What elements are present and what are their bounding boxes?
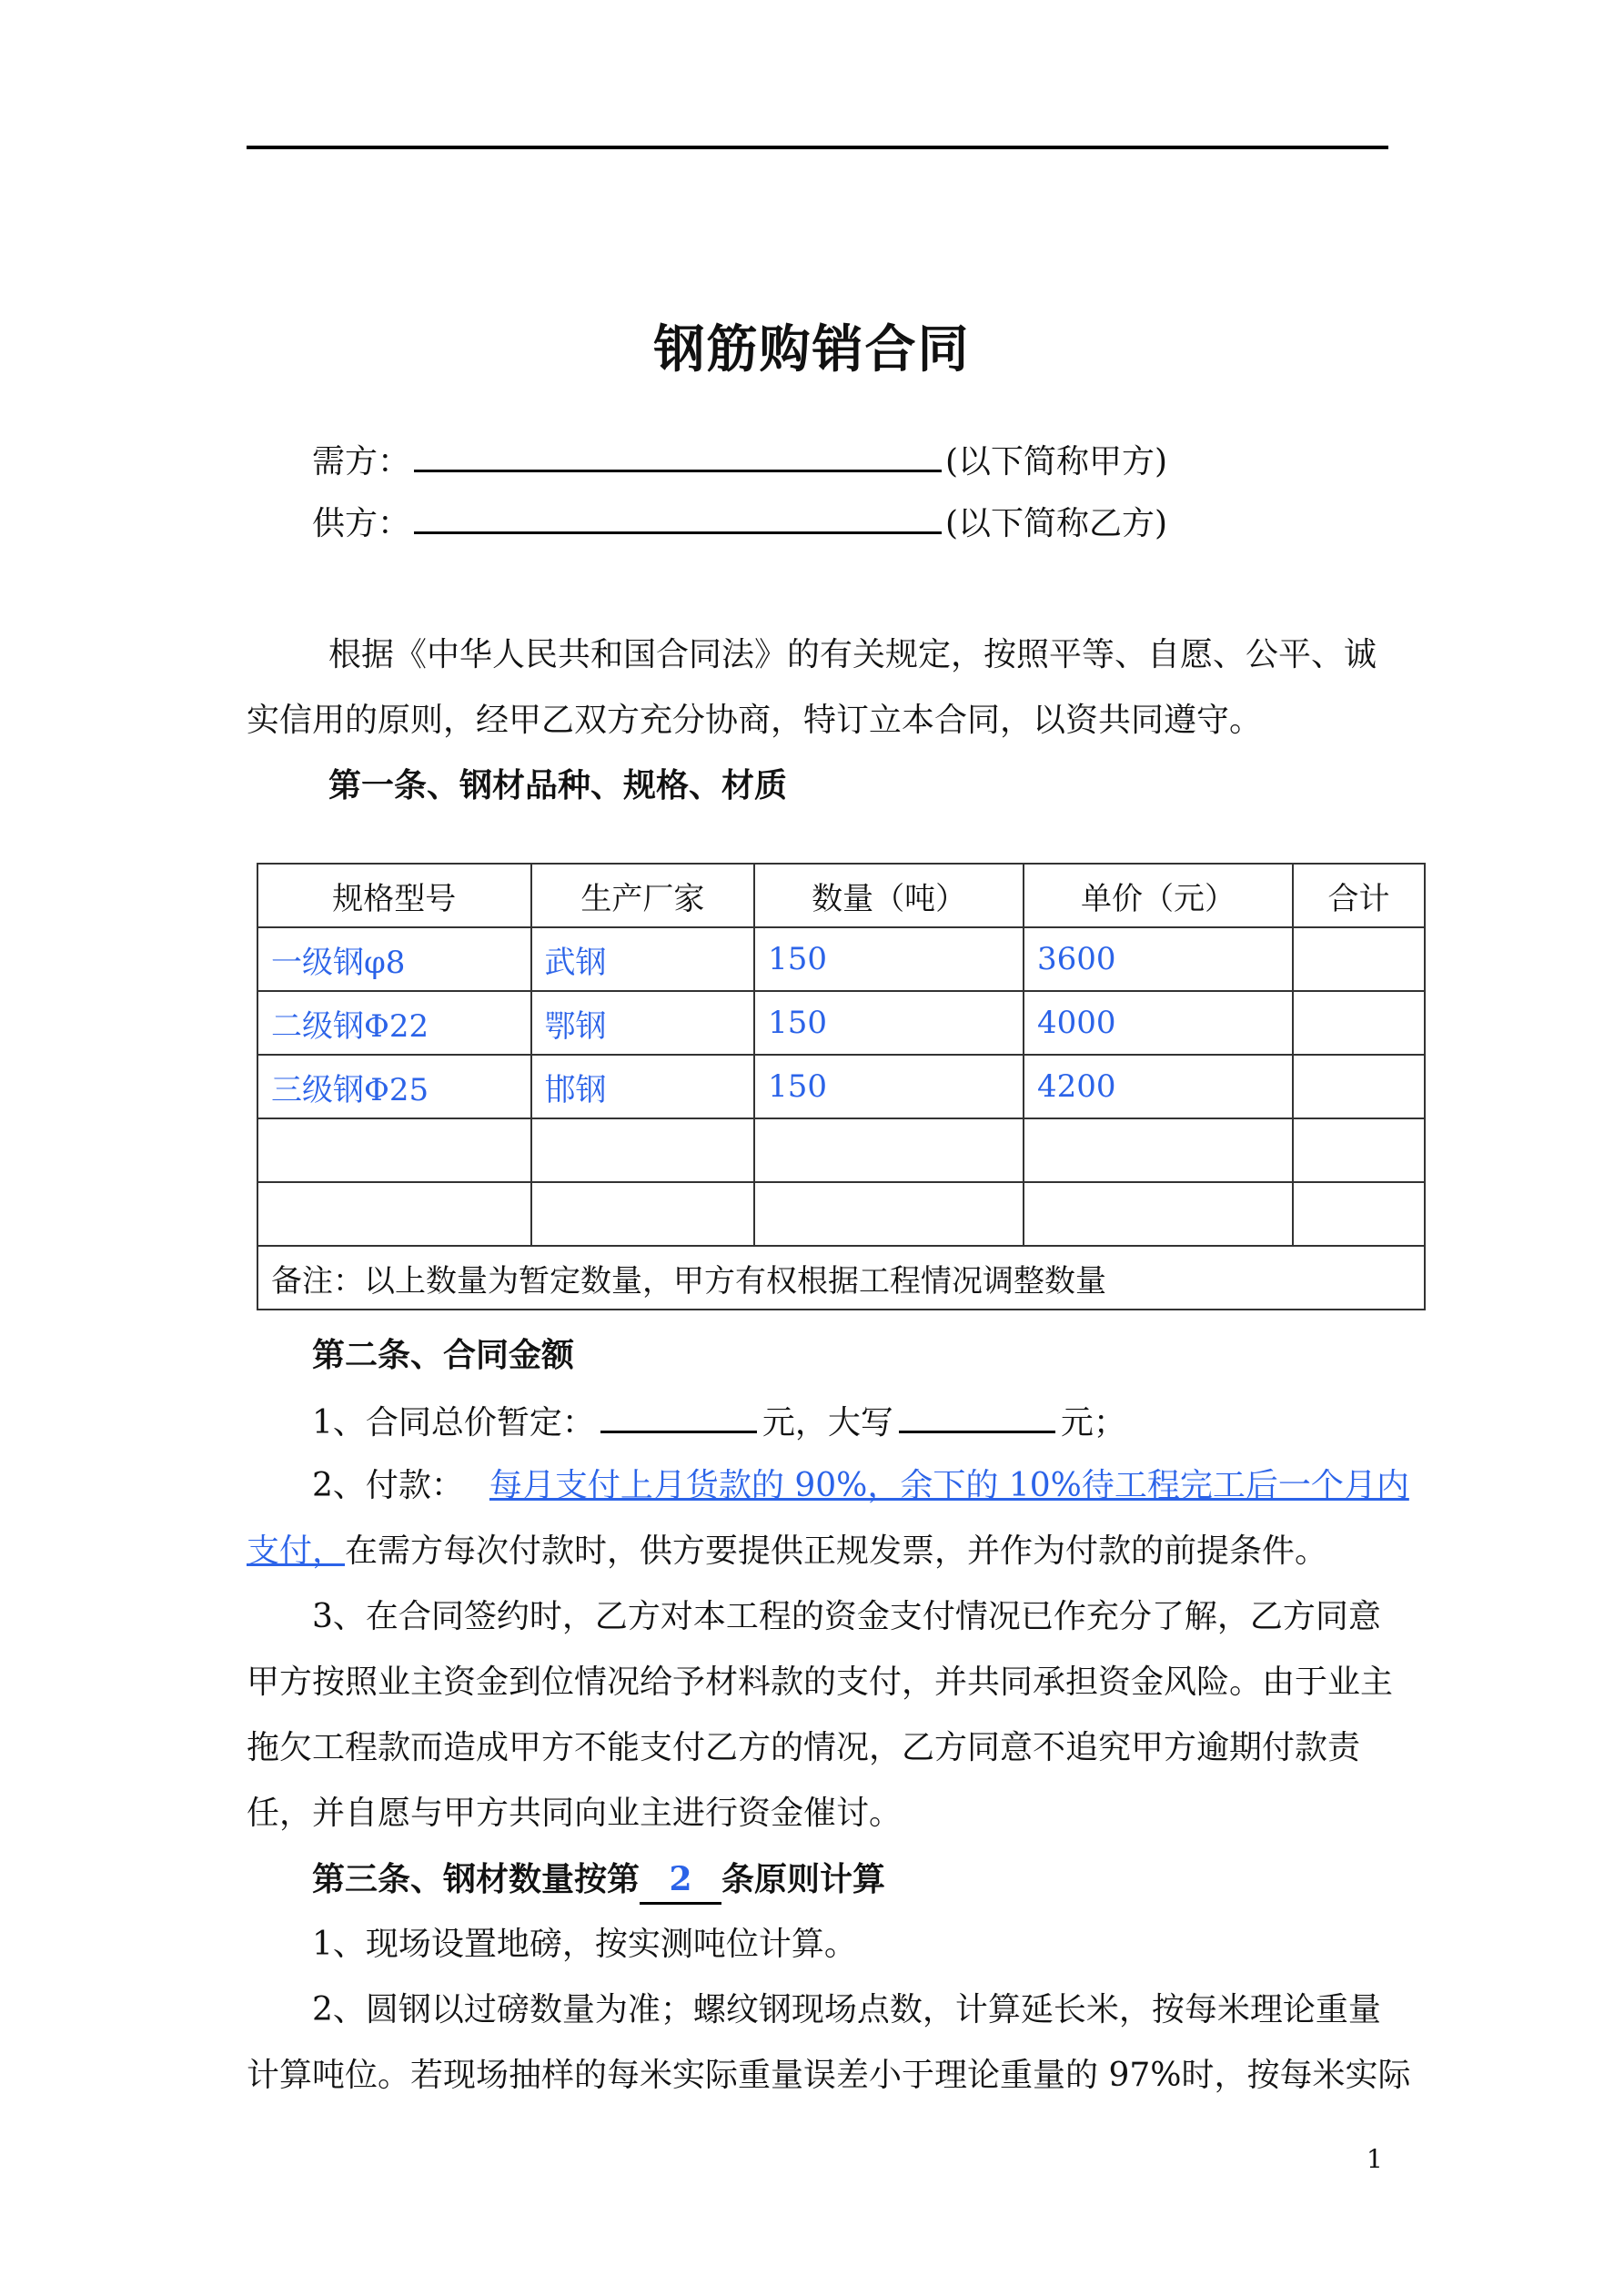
cell-quantity[interactable]: 150 [754,927,1024,991]
col-header-unit-price: 单价（元） [1024,864,1293,927]
cell-spec[interactable]: 一级钢φ8 [257,927,531,991]
buyer-label: 需方： [312,443,411,480]
cell-total[interactable] [1293,991,1425,1055]
seller-suffix: (以下简称乙方) [945,505,1168,542]
document-title: 钢筋购销合同 [653,319,971,379]
article2-item1 [312,1398,1388,1446]
cell-manufacturer[interactable]: 鄂钢 [531,991,755,1055]
cell-spec[interactable] [257,1182,531,1246]
cell-quantity[interactable] [754,1118,1024,1182]
table-header-row [257,864,1425,927]
cell-spec[interactable]: 三级钢Φ25 [257,1055,531,1118]
buyer-suffix: (以下简称甲方) [945,443,1168,480]
steel-spec-table [257,863,1426,1310]
cell-unit-price[interactable] [1024,1118,1293,1182]
col-header-manufacturer: 生产厂家 [531,864,755,927]
article2-item3-line1: 3、在合同签约时，乙方对本工程的资金支付情况已作充分了解，乙方同意 [312,1598,1381,1635]
cell-quantity[interactable]: 150 [754,1055,1024,1118]
payment-terms-text[interactable]: 每月支付上月货款的 90%，余下的 10%待工程完工后一个月内 [489,1467,1409,1504]
total-price-suffix: 元； [1060,1404,1126,1441]
total-price-words-field[interactable] [899,1398,1055,1433]
seller-label: 供方： [312,505,411,542]
page-number: 1 [1367,2144,1383,2174]
article2-item3-line2: 甲方按照业主资金到位情况给予材料款的支付，并共同承担资金风险。由于业主 [247,1664,1394,1701]
buyer-line [312,437,1388,485]
article2-item2-line2 [247,1529,1388,1574]
table-row [257,1182,1425,1246]
table-remark: 备注：以上数量为暂定数量，甲方有权根据工程情况调整数量 [257,1246,1425,1310]
article2-item2-line1 [312,1463,1409,1509]
col-header-quantity: 数量（吨） [754,864,1024,927]
article3-heading-suffix: 条原则计算 [721,1860,886,1898]
article3-item1: 1、现场设置地磅，按实测吨位计算。 [312,1926,857,1963]
table-row [257,1118,1425,1182]
table-row [257,927,1425,991]
payment-terms-text-cont[interactable]: 支付， [247,1532,346,1570]
cell-unit-price[interactable] [1024,1182,1293,1246]
total-price-mid: 元，大写 [762,1404,893,1441]
col-header-total: 合计 [1293,864,1425,927]
article3-item2-line1: 2、圆钢以过磅数量为准；螺纹钢现场点数，计算延长米，按每米理论重量 [312,1991,1381,2028]
cell-total[interactable] [1293,1118,1425,1182]
preamble-line-2: 实信用的原则，经甲乙双方充分协商，特订立本合同，以资共同遵守。 [247,702,1263,739]
cell-total[interactable] [1293,927,1425,991]
header-rule [247,146,1388,149]
article2-item3-line3: 拖欠工程款而造成甲方不能支付乙方的情况，乙方同意不追究甲方逾期付款责 [247,1729,1361,1766]
table-row [257,1055,1425,1118]
cell-manufacturer[interactable] [531,1182,755,1246]
table-remark-row [257,1246,1425,1310]
buyer-name-field[interactable] [414,437,942,472]
payment-terms-rest: 在需方每次付款时，供方要提供正规发票，并作为付款的前提条件。 [345,1532,1328,1570]
cell-spec[interactable]: 二级钢Φ22 [257,991,531,1055]
article3-item2-line2: 计算吨位。若现场抽样的每米实际重量误差小于理论重量的 97%时，按每米实际 [247,2057,1411,2094]
cell-quantity[interactable] [754,1182,1024,1246]
cell-spec[interactable] [257,1118,531,1182]
cell-unit-price[interactable]: 4200 [1024,1055,1293,1118]
table-row [257,991,1425,1055]
seller-line [312,499,1388,547]
article1-heading: 第一条、钢材品种、规格、材质 [328,766,788,804]
total-price-label: 1、合同总价暂定： [312,1404,595,1441]
cell-total[interactable] [1293,1182,1425,1246]
preamble-line-1: 根据《中华人民共和国合同法》的有关规定，按照平等、自愿、公平、诚 [328,636,1377,673]
cell-unit-price[interactable]: 4000 [1024,991,1293,1055]
article2-item3-line4: 任，并自愿与甲方共同向业主进行资金催讨。 [247,1795,903,1832]
seller-name-field[interactable] [414,499,942,534]
cell-manufacturer[interactable] [531,1118,755,1182]
article2-heading: 第二条、合同金额 [312,1336,575,1374]
cell-unit-price[interactable]: 3600 [1024,927,1293,991]
cell-total[interactable] [1293,1055,1425,1118]
cell-quantity[interactable]: 150 [754,991,1024,1055]
total-price-field[interactable] [600,1398,757,1433]
cell-manufacturer[interactable]: 武钢 [531,927,755,991]
article3-heading-prefix: 第三条、钢材数量按第 [312,1860,641,1898]
cell-manufacturer[interactable]: 邯钢 [531,1055,755,1118]
col-header-spec: 规格型号 [257,864,531,927]
article3-rule-number[interactable]: 2 [640,1856,721,1905]
payment-label: 2、付款： [312,1467,464,1504]
article3-heading [312,1856,1388,1905]
